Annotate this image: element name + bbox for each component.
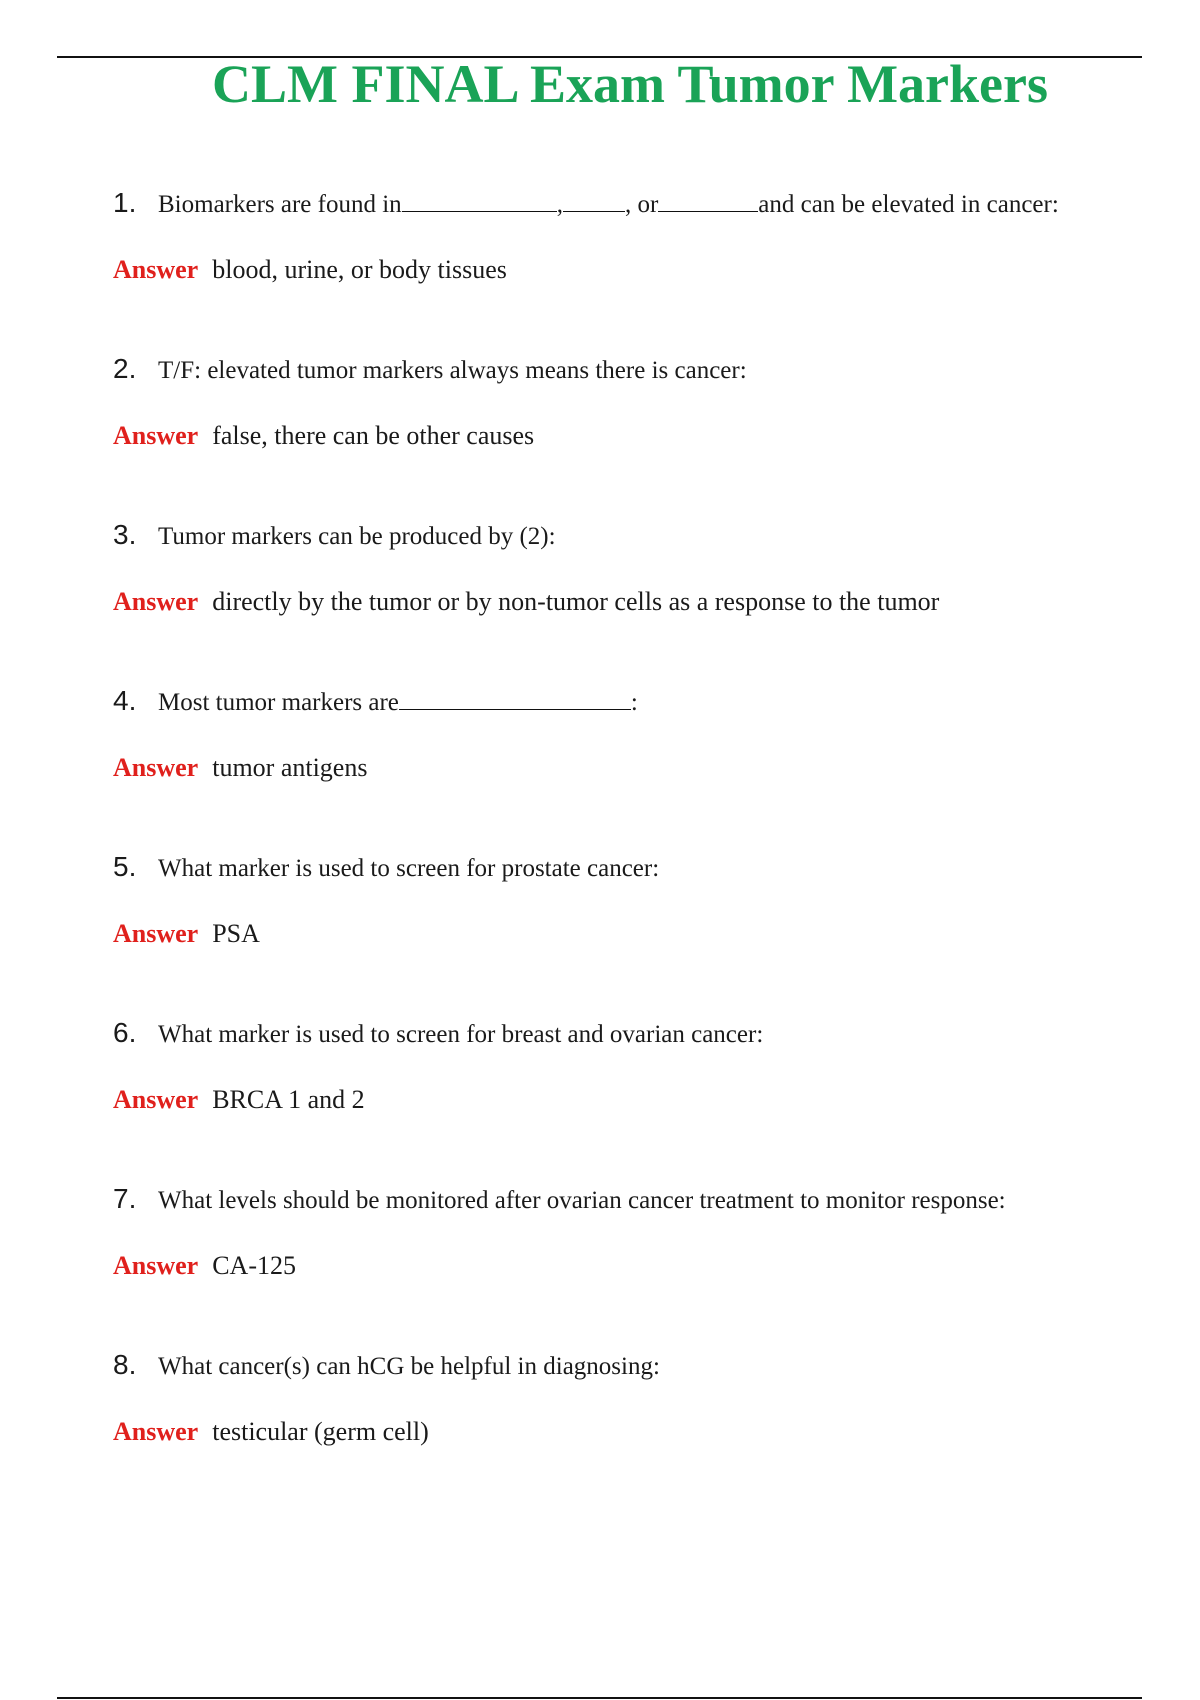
- question: [113, 1182, 1153, 1216]
- question-text: What marker is used to screen for prostate cancer:: [158, 855, 660, 882]
- question-number: 7.: [113, 1183, 137, 1214]
- question-number: 4.: [113, 685, 137, 716]
- fill-blank: [658, 210, 758, 212]
- question: [113, 684, 1153, 718]
- question: [113, 1348, 1153, 1382]
- answer: [113, 1084, 1153, 1115]
- question-text: What marker is used to screen for breast and ovarian cancer:: [158, 1021, 764, 1048]
- question-text: T/F: elevated tumor markers always means there is cancer:: [158, 357, 747, 384]
- question-number: 1.: [113, 187, 137, 218]
- answer-text: CA-125: [212, 1251, 296, 1280]
- page-title: CLM FINAL Exam Tumor Markers: [211, 54, 1049, 114]
- answer: [113, 1416, 1153, 1447]
- question-text: Tumor markers can be produced by (2):: [158, 523, 556, 550]
- answer-label: Answer: [113, 1251, 199, 1280]
- qa-item-8: [113, 1348, 1153, 1447]
- question-number: 8.: [113, 1349, 137, 1380]
- bottom-rule: [57, 1697, 1142, 1699]
- qa-item-2: [113, 352, 1153, 451]
- qa-item-5: [113, 850, 1153, 949]
- question: [113, 1016, 1153, 1050]
- qa-item-1: [113, 186, 1153, 285]
- answer-label: Answer: [113, 753, 199, 782]
- answer: [113, 586, 1153, 617]
- answer-text: tumor antigens: [212, 753, 368, 782]
- question-number: 6.: [113, 1017, 137, 1048]
- answer-label: Answer: [113, 421, 199, 450]
- question: [113, 186, 1153, 220]
- question-text: Biomarkers are found in , , or and can be elevated in cancer:: [158, 191, 1059, 218]
- answer-text: testicular (germ cell): [212, 1417, 429, 1446]
- answer: [113, 918, 1153, 949]
- qa-item-6: [113, 1016, 1153, 1115]
- fill-blank: [563, 210, 625, 212]
- answer-text: directly by the tumor or by non-tumor cells as a response to the tumor: [212, 587, 940, 616]
- answer-label: Answer: [113, 1417, 199, 1446]
- question-number: 2.: [113, 353, 137, 384]
- question: [113, 518, 1153, 552]
- question-text: What levels should be monitored after ovarian cancer treatment to monitor response:: [158, 1187, 1006, 1214]
- answer-text: blood, urine, or body tissues: [212, 255, 507, 284]
- question-text: Most tumor markers are :: [158, 689, 638, 716]
- qa-item-7: [113, 1182, 1153, 1281]
- answer: [113, 1250, 1153, 1281]
- fill-blank: [402, 210, 557, 212]
- answer-text: false, there can be other causes: [212, 421, 535, 450]
- question-text: What cancer(s) can hCG be helpful in diagnosing:: [158, 1353, 660, 1380]
- qa-item-4: [113, 684, 1153, 783]
- fill-blank: [399, 708, 631, 710]
- answer-label: Answer: [113, 255, 199, 284]
- answer-label: Answer: [113, 919, 199, 948]
- question-number: 5.: [113, 851, 137, 882]
- question: [113, 850, 1153, 884]
- qa-item-3: [113, 518, 1153, 617]
- answer: [113, 254, 1153, 285]
- answer-text: BRCA 1 and 2: [212, 1085, 365, 1114]
- question: [113, 352, 1153, 386]
- answer-text: PSA: [212, 919, 260, 948]
- answer: [113, 420, 1153, 451]
- question-number: 3.: [113, 519, 137, 550]
- answer-label: Answer: [113, 1085, 199, 1114]
- answer-label: Answer: [113, 587, 199, 616]
- answer: [113, 752, 1153, 783]
